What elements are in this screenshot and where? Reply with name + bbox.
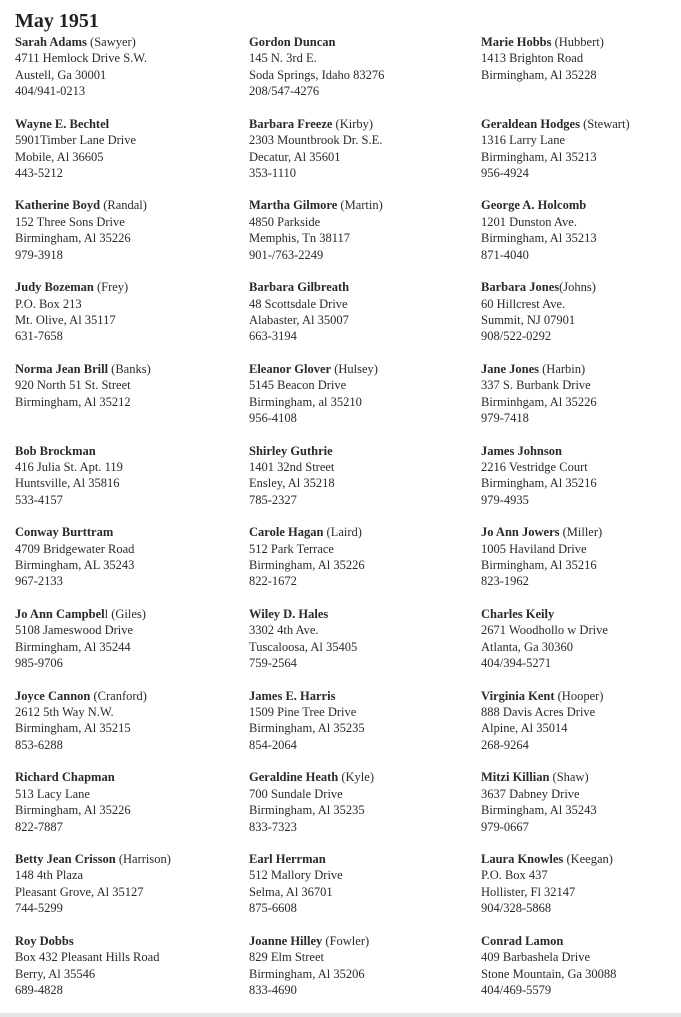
entry-city: Birmingham, Al 35206 <box>249 966 365 981</box>
entry-name: George A. Holcomb <box>481 198 587 213</box>
entry-city: Ensley, Al 35218 <box>249 476 335 491</box>
entry-name-line <box>15 688 235 704</box>
entry-maiden-name: (Laird) <box>323 525 362 540</box>
entry-city: Birmingham, Al 35226 <box>249 558 365 572</box>
directory-entry <box>15 116 235 182</box>
entry-city: Birmingham, Al 35235 <box>249 803 365 818</box>
entry-phone: 404/394-5271 <box>481 656 552 671</box>
directory-entry <box>15 606 235 672</box>
entry-city: Birmingham, Al 35226 <box>15 803 131 818</box>
entry-phone: 871-4040 <box>481 247 529 262</box>
entry-city: Memphis, Tn 38117 <box>249 231 351 246</box>
entry-name: Wayne E. Bechtel <box>15 116 110 131</box>
directory-entry <box>249 361 469 427</box>
entry-street: P.O. Box 437 <box>481 868 548 883</box>
entry-name-line <box>481 524 681 540</box>
directory-entry <box>481 769 681 835</box>
entry-street: 1413 Brighton Road <box>481 51 584 66</box>
entry-name-line <box>15 279 235 295</box>
entry-street: 3637 Dabney Drive <box>481 786 580 801</box>
entry-name: Judy Bozeman <box>15 280 94 295</box>
entry-maiden-name: (Shaw) <box>549 770 589 785</box>
entry-street: 337 S. Burbank Drive <box>481 378 591 393</box>
entry-maiden-name: (Kirby) <box>332 116 374 131</box>
entry-street: 4709 Bridgewater Road <box>15 541 135 556</box>
entry-phone: 979-3918 <box>15 247 63 262</box>
entry-name: Conway Burttram <box>15 525 114 540</box>
entry-maiden-name: (Hooper) <box>554 688 604 703</box>
entry-street: 3302 4th Ave. <box>249 623 319 638</box>
entry-name-line <box>15 524 235 540</box>
directory-entry <box>15 933 235 999</box>
entry-street: 4850 Parkside <box>249 214 321 229</box>
entry-city: Selma, Al 36701 <box>249 884 333 899</box>
entry-name: Mitzi Killian <box>481 770 550 785</box>
entry-phone: 785-2327 <box>249 492 297 507</box>
entry-maiden-name: (Hubbert) <box>551 35 604 49</box>
page-title: May 1951 <box>15 10 99 32</box>
entry-name-line <box>249 933 469 949</box>
entry-street: 2216 Vestridge Court <box>481 459 588 474</box>
entry-phone: 822-1672 <box>249 574 297 589</box>
directory-entry <box>249 443 469 509</box>
entry-city: Berry, Al 35546 <box>15 966 96 981</box>
directory-entry <box>249 197 469 263</box>
entry-city: Stone Mountain, Ga 30088 <box>481 966 617 981</box>
entry-name-line <box>249 34 469 50</box>
entry-name-line <box>481 851 681 867</box>
directory-entry <box>15 361 235 410</box>
entry-street: 152 Three Sons Drive <box>15 214 125 229</box>
entry-name-line <box>481 606 681 622</box>
entry-name: Sarah Adams <box>15 35 87 49</box>
entry-maiden-name: (Keegan) <box>563 852 613 866</box>
entry-name-line <box>15 361 235 377</box>
entry-name-line <box>481 933 681 949</box>
entry-phone: 979-0667 <box>481 819 529 834</box>
entry-name-line <box>249 443 469 459</box>
entry-name: Gordon Duncan <box>249 35 336 49</box>
entry-maiden-name: (Banks) <box>108 361 151 376</box>
entry-street: 1509 Pine Tree Drive <box>249 705 357 719</box>
entry-phone: 823-1962 <box>481 574 529 589</box>
directory-entry <box>15 769 235 835</box>
entry-city: Birmingham, Al 35216 <box>481 476 597 491</box>
entry-name: Geraldean Hodges <box>481 116 580 131</box>
entry-maiden-name: (Cranford) <box>90 688 147 703</box>
entry-maiden-name: (Frey) <box>93 280 129 295</box>
entry-street: 2303 Mountbrook Dr. S.E. <box>249 133 383 148</box>
entry-name-line <box>249 851 469 867</box>
entry-name-line <box>481 443 681 459</box>
entry-name: Shirley Guthrie <box>249 443 333 458</box>
entry-street: 1005 Haviland Drive <box>481 541 587 556</box>
entry-name: Norma Jean Brill <box>15 361 109 376</box>
entry-city: Tuscaloosa, Al 35405 <box>249 639 358 654</box>
entry-maiden-name: (Harrison) <box>115 852 171 866</box>
entry-phone: 759-2564 <box>249 656 297 671</box>
directory-entry <box>481 116 681 182</box>
directory-entry <box>15 688 235 754</box>
entry-name-line <box>15 116 235 132</box>
entry-name: Betty Jean Crisson <box>15 852 116 866</box>
entry-phone: 908/522-0292 <box>481 329 552 344</box>
entry-name: Richard Chapman <box>15 770 115 785</box>
entry-name-line <box>15 606 235 622</box>
entry-street: 2671 Woodhollo w Drive <box>481 623 608 638</box>
directory-entry <box>249 851 469 917</box>
entry-name: Wiley D. Hales <box>249 606 329 621</box>
entry-street: 512 Park Terrace <box>249 541 334 556</box>
directory-entry <box>249 688 469 754</box>
entry-maiden-name: (Johns) <box>559 280 596 295</box>
entry-name-line <box>15 769 235 785</box>
directory-entry <box>15 524 235 590</box>
entry-name: Martha Gilmore <box>249 198 338 213</box>
entry-street: 145 N. 3rd E. <box>249 51 317 66</box>
entry-name: Charles Keily <box>481 606 555 621</box>
entry-name: Barbara Gilbreath <box>249 280 350 295</box>
entry-street: 513 Lacy Lane <box>15 786 90 801</box>
entry-phone: 853-6288 <box>15 737 63 752</box>
entry-city: Mobile, Al 36605 <box>15 149 104 164</box>
entry-phone: 967-2133 <box>15 574 63 589</box>
entry-maiden-name: (Martin) <box>337 198 383 213</box>
entry-name: James E. Harris <box>249 688 336 703</box>
directory-entry <box>15 34 235 100</box>
entry-city: Birminhgam, Al 35226 <box>481 394 597 409</box>
entry-name: Joyce Cannon <box>15 688 91 703</box>
entry-city: Hollister, Fl 32147 <box>481 884 576 899</box>
entry-name: Barbara Jones <box>481 280 560 295</box>
entry-street: 829 Elm Street <box>249 950 324 965</box>
entry-name: Marie Hobbs <box>481 35 552 49</box>
directory-entry <box>249 769 469 835</box>
entry-phone: 979-7418 <box>481 411 529 426</box>
entry-name-line <box>481 197 681 213</box>
entry-city: Atlanta, Ga 30360 <box>481 639 573 654</box>
directory-entry <box>481 279 681 345</box>
entry-maiden-name: (Fowler) <box>322 933 370 948</box>
entry-street: 48 Scottsdale Drive <box>249 296 348 311</box>
directory-entry <box>481 524 681 590</box>
entry-city: Birmingham, AL 35243 <box>15 558 135 572</box>
entry-city: Birmingham, Al 35235 <box>249 721 365 736</box>
entry-city: Birmingham, Al 35216 <box>481 558 597 572</box>
directory-entry <box>481 34 681 83</box>
entry-city: Alabaster, Al 35007 <box>249 312 349 327</box>
entry-phone: 833-7323 <box>249 819 297 834</box>
entry-name-line <box>15 933 235 949</box>
entry-name-line <box>481 361 681 377</box>
entry-maiden-name: l (Giles) <box>104 606 146 621</box>
entry-name-line <box>249 197 469 213</box>
entry-street: 416 Julia St. Apt. 119 <box>15 459 123 474</box>
directory-entry <box>249 34 469 100</box>
entry-street: 512 Mallory Drive <box>249 868 343 883</box>
entry-city: Birmingham, Al 35226 <box>15 231 131 246</box>
entry-phone: 744-5299 <box>15 901 63 916</box>
entry-phone: 822-7887 <box>15 819 63 834</box>
entry-street: 700 Sundale Drive <box>249 786 343 801</box>
entry-street: 148 4th Plaza <box>15 868 84 883</box>
entry-maiden-name: (Randal) <box>100 198 147 213</box>
entry-street: 1201 Dunston Ave. <box>481 214 577 229</box>
entry-city: Decatur, Al 35601 <box>249 149 341 164</box>
entry-name: Eleanor Glover <box>249 361 332 376</box>
entry-name-line <box>481 116 681 132</box>
entry-maiden-name: (Hulsey) <box>331 361 378 376</box>
directory-entry <box>249 524 469 590</box>
entry-name: Jo Ann Jowers <box>481 525 560 540</box>
entry-maiden-name: (Miller) <box>559 525 603 540</box>
entry-phone: 833-4690 <box>249 982 297 997</box>
directory-entry <box>481 443 681 509</box>
entry-phone: 901-/763-2249 <box>249 247 324 262</box>
entry-name: Laura Knowles <box>481 852 564 866</box>
page-bottom-edge <box>0 1013 681 1017</box>
entry-street: 888 Davis Acres Drive <box>481 705 596 719</box>
entry-name: Katherine Boyd <box>15 198 101 213</box>
entry-phone: 985-9706 <box>15 656 63 671</box>
entry-name-line <box>249 116 469 132</box>
entry-street: 1401 32nd Street <box>249 459 335 474</box>
entry-street: 5901Timber Lane Drive <box>15 133 137 148</box>
entry-city: Birmingham, Al 35212 <box>15 394 131 409</box>
entry-name-line <box>15 851 235 867</box>
entry-name: Bob Brockman <box>15 443 96 458</box>
entry-city: Huntsville, Al 35816 <box>15 476 120 491</box>
entry-name-line <box>481 688 681 704</box>
directory-entry <box>481 688 681 754</box>
entry-city: Birmingham, al 35210 <box>249 394 362 409</box>
entry-name: Carole Hagan <box>249 525 324 540</box>
entry-name-line <box>15 197 235 213</box>
entry-street: 5108 Jameswood Drive <box>15 623 134 638</box>
entry-name: James Johnson <box>481 443 562 458</box>
entry-city: Birmingham, Al 35228 <box>481 67 597 82</box>
entry-city: Birmingham, Al 35213 <box>481 231 597 246</box>
entry-name: Joanne Hilley <box>249 933 323 948</box>
directory-entry <box>481 361 681 427</box>
entry-street: 4711 Hemlock Drive S.W. <box>15 51 148 66</box>
directory-entry <box>481 851 681 917</box>
entry-phone: 904/328-5868 <box>481 901 552 916</box>
entry-maiden-name: (Stewart) <box>579 116 630 131</box>
entry-city: Birmingham, Al 35244 <box>15 639 131 654</box>
entry-city: Soda Springs, Idaho 83276 <box>249 67 385 82</box>
directory-entry <box>249 116 469 182</box>
entry-street: 1316 Larry Lane <box>481 133 565 148</box>
entry-phone: 956-4924 <box>481 165 529 180</box>
entry-city: Birmingham, Al 35215 <box>15 721 131 736</box>
entry-phone: 533-4157 <box>15 492 63 507</box>
entry-name-line <box>481 279 681 295</box>
directory-entry <box>249 279 469 345</box>
entry-city: Birmingham, Al 35213 <box>481 149 597 164</box>
directory-entry <box>15 197 235 263</box>
entry-name-line <box>249 279 469 295</box>
entry-street: Box 432 Pleasant Hills Road <box>15 950 160 965</box>
entry-name: Jane Jones <box>481 361 539 376</box>
entry-name: Earl Herrman <box>249 852 326 866</box>
entry-maiden-name: (Sawyer) <box>86 35 136 49</box>
entry-phone: 404/469-5579 <box>481 982 552 997</box>
entry-phone: 689-4828 <box>15 982 63 997</box>
entry-street: 2612 5th Way N.W. <box>15 705 114 719</box>
entry-phone: 443-5212 <box>15 165 63 180</box>
entry-name: Virginia Kent <box>481 688 555 703</box>
entry-name-line <box>249 524 469 540</box>
directory-entry <box>15 443 235 509</box>
directory-entry <box>15 851 235 917</box>
entry-city: Pleasant Grove, Al 35127 <box>15 884 144 899</box>
entry-name: Roy Dobbs <box>15 933 74 948</box>
entry-name: Jo Ann Campbel <box>15 606 105 621</box>
directory-entry <box>481 606 681 672</box>
entry-street: P.O. Box 213 <box>15 296 82 311</box>
entry-name-line <box>249 769 469 785</box>
entry-city: Summit, NJ 07901 <box>481 312 576 327</box>
directory-entry <box>15 279 235 345</box>
entry-city: Mt. Olive, Al 35117 <box>15 312 116 327</box>
entry-phone: 854-2064 <box>249 737 297 752</box>
entry-city: Alpine, Al 35014 <box>481 721 568 736</box>
entry-phone: 979-4935 <box>481 492 529 507</box>
entry-street: 409 Barbashela Drive <box>481 950 590 965</box>
entry-name-line <box>15 34 235 50</box>
entry-phone: 956-4108 <box>249 411 297 426</box>
entry-phone: 208/547-4276 <box>249 84 320 99</box>
directory-entry <box>249 606 469 672</box>
entry-name-line <box>249 688 469 704</box>
entry-phone: 353-1110 <box>249 165 296 180</box>
entry-name-line <box>481 769 681 785</box>
entry-name: Geraldine Heath <box>249 770 339 785</box>
entry-street: 5145 Beacon Drive <box>249 378 347 393</box>
entry-maiden-name: (Harbin) <box>539 361 586 376</box>
entry-maiden-name: (Kyle) <box>338 770 374 785</box>
entry-phone: 875-6608 <box>249 901 297 916</box>
entry-name-line <box>481 34 681 50</box>
entry-phone: 268-9264 <box>481 737 529 752</box>
entry-city: Birmingham, Al 35243 <box>481 803 597 818</box>
entry-street: 60 Hillcrest Ave. <box>481 296 566 311</box>
directory-entry <box>481 197 681 263</box>
entry-name: Conrad Lamon <box>481 933 564 948</box>
entry-phone: 631-7658 <box>15 329 63 344</box>
entry-phone: 404/941-0213 <box>15 84 86 99</box>
directory-entry <box>481 933 681 999</box>
entry-phone: 663-3194 <box>249 329 297 344</box>
directory-entry <box>249 933 469 999</box>
entry-city: Austell, Ga 30001 <box>15 67 107 82</box>
entry-street: 920 North 51 St. Street <box>15 378 131 393</box>
entry-name-line <box>249 606 469 622</box>
entry-name-line <box>249 361 469 377</box>
entry-name-line <box>15 443 235 459</box>
entry-name: Barbara Freeze <box>249 116 333 131</box>
